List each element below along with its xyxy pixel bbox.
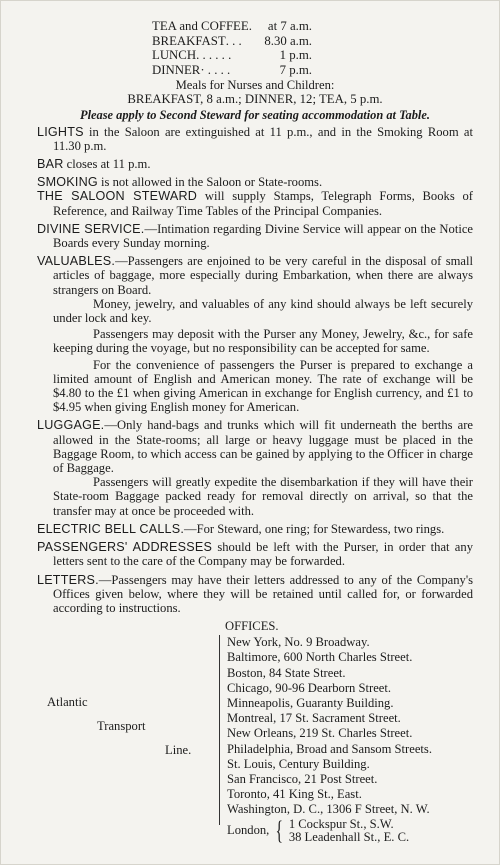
office-address: San Francisco, 21 Post Street. (227, 771, 378, 786)
office-list (227, 635, 432, 843)
meal-time: 1 p.m. (279, 48, 312, 62)
office-address: Toronto, 41 King St., East. (227, 787, 362, 802)
office-address: Boston, 84 State Street. (227, 665, 346, 680)
rule-heading: PASSENGERS' ADDRESSES (37, 540, 213, 555)
luggage-rule (37, 418, 473, 475)
valuables-rule (37, 254, 473, 297)
meal-times (152, 19, 312, 77)
offices-brace (219, 635, 220, 825)
seating-notice: Please apply to Second Steward for seating accommodation at Table. (80, 108, 430, 123)
meal-dots: . . . (225, 33, 242, 48)
office-address: Chicago, 90-96 Dearborn Street. (227, 680, 392, 695)
meal-name: BREAKFAST (152, 33, 226, 48)
saloon-steward-rule (37, 189, 473, 217)
meal-row (152, 34, 312, 49)
valuables-paragraph: For the convenience of passengers the Purser is prepared to exchange a limited amount of English and American money. The rate of exchange will be $4.80 to the £1 when giving American in exchange for English currency, and £1 to $4.95 when giving English money for American. (53, 357, 473, 415)
office-address: Washington, D. C., 1306 F Street, N. W. (227, 802, 430, 817)
meal-row (152, 63, 312, 78)
rule-text: —Only hand-bags and trunks which will fit underneath the berths are allowed in the State-rooms; all large or heavy luggage must be placed in the Baggage Room, to which access can be gained by applying to the Officer in charge of Baggage. (53, 418, 473, 476)
rule-text: —Passengers are enjoined to be very careful in the disposal of small articles of baggage, more especially during Embarkation, when there are always strangers on Board. (53, 254, 473, 297)
rule-heading: BAR (37, 157, 64, 172)
rule-heading: LETTERS. (37, 572, 99, 587)
london-brace: { (275, 815, 284, 845)
london-label: London, (227, 822, 270, 837)
rule-text: —Intimation regarding Divine Service will appear on the Notice Boards every Sunday morning. (53, 221, 473, 251)
office-address: Philadelphia, Broad and Sansom Streets. (227, 741, 432, 756)
valuables-paragraph: Passengers may deposit with the Purser any Money, Jewelry, &c., for safe keeping during the voyage, but no responsibility can be accepted for same. (53, 327, 473, 356)
office-address: St. Louis, Century Building. (227, 756, 370, 771)
office-address: New York, No. 9 Broadway. (227, 635, 370, 650)
rule-heading: THE SALOON STEWARD (37, 189, 198, 204)
rule-text: closes at 11 p.m. (63, 157, 151, 172)
smoking-rule (37, 175, 473, 189)
office-address: Minneapolis, Guaranty Building. (227, 695, 394, 710)
letters-rule (37, 573, 473, 616)
offices-section (37, 619, 473, 845)
lights-rule (37, 125, 473, 153)
meal-time: at 7 a.m. (267, 19, 312, 33)
electric-bell-rule (37, 522, 473, 536)
office-address: 38 Leadenhall St., E. C. (288, 829, 410, 844)
meal-time: 7 p.m. (279, 62, 312, 77)
meal-dots: . . . . . . (196, 48, 232, 62)
valuables-paragraph: Money, jewelry, and valuables of any kind should always be left securely under lock and key. (53, 296, 473, 326)
meal-dots: · . . . . (200, 62, 231, 77)
passenger-addresses-rule (37, 540, 473, 568)
luggage-paragraph: Passengers will greatly expedite the disembarkation if they will have their State-room Baggage packed ready for removal directly on arrival, so that the transfer may at once be proceeded with. (53, 475, 473, 518)
rule-text: is not allowed in the Saloon or State-rooms. (97, 175, 323, 190)
rule-text: —Passengers may have their letters addressed to any of the Company's Offices given below, where they will be retained until called for, or forwarded according to instructions. (53, 572, 473, 615)
rule-text: will supply Stamps, Telegraph Forms, Books of Reference, and Railway Time Tables of the Principal Companies. (53, 189, 473, 218)
rule-heading: LIGHTS (37, 124, 84, 139)
meal-dots (252, 19, 268, 34)
rule-text: should be left with the Purser, in order that any letters sent to the care of the Company may be forwarded. (53, 540, 473, 569)
meal-name: DINNER (152, 62, 201, 77)
office-address: Baltimore, 600 North Charles Street. (227, 650, 413, 665)
company-name-word: Line. (165, 743, 192, 758)
rule-heading: ELECTRIC BELL CALLS. (37, 521, 185, 536)
company-name-word: Atlantic (47, 695, 88, 710)
offices-title: OFFICES. (225, 619, 279, 634)
meal-name: LUNCH (152, 48, 197, 62)
rule-heading: SMOKING (37, 175, 98, 190)
nurses-meals-times: BREAKFAST, 8 a.m.; DINNER, 12; TEA, 5 p.m. (127, 92, 383, 107)
london-addresses (289, 818, 409, 844)
meal-row (152, 19, 312, 34)
rule-heading: DIVINE SERVICE. (37, 221, 145, 236)
nurses-meals-title: Meals for Nurses and Children: (175, 78, 335, 92)
london-offices (227, 815, 432, 845)
meal-time: 8.30 a.m. (264, 33, 312, 48)
rule-text: —For Steward, one ring; for Stewardess, two rings. (184, 521, 445, 536)
meal-row (152, 48, 312, 63)
bar-rule (37, 157, 473, 171)
office-address: Montreal, 17 St. Sacrament Street. (227, 711, 401, 726)
office-address: 1 Cockspur St., S.W. (288, 816, 394, 831)
meal-name: TEA and COFFEE. (152, 19, 252, 33)
rule-text: in the Saloon are extinguished at 11 p.m., and in the Smoking Room at 11.30 p.m. (53, 124, 473, 153)
divine-service-rule (37, 222, 473, 250)
company-name-word: Transport (97, 719, 146, 734)
rule-heading: LUGGAGE. (37, 418, 105, 433)
office-address: New Orleans, 219 St. Charles Street. (227, 726, 413, 741)
rule-heading: VALUABLES. (37, 254, 116, 269)
